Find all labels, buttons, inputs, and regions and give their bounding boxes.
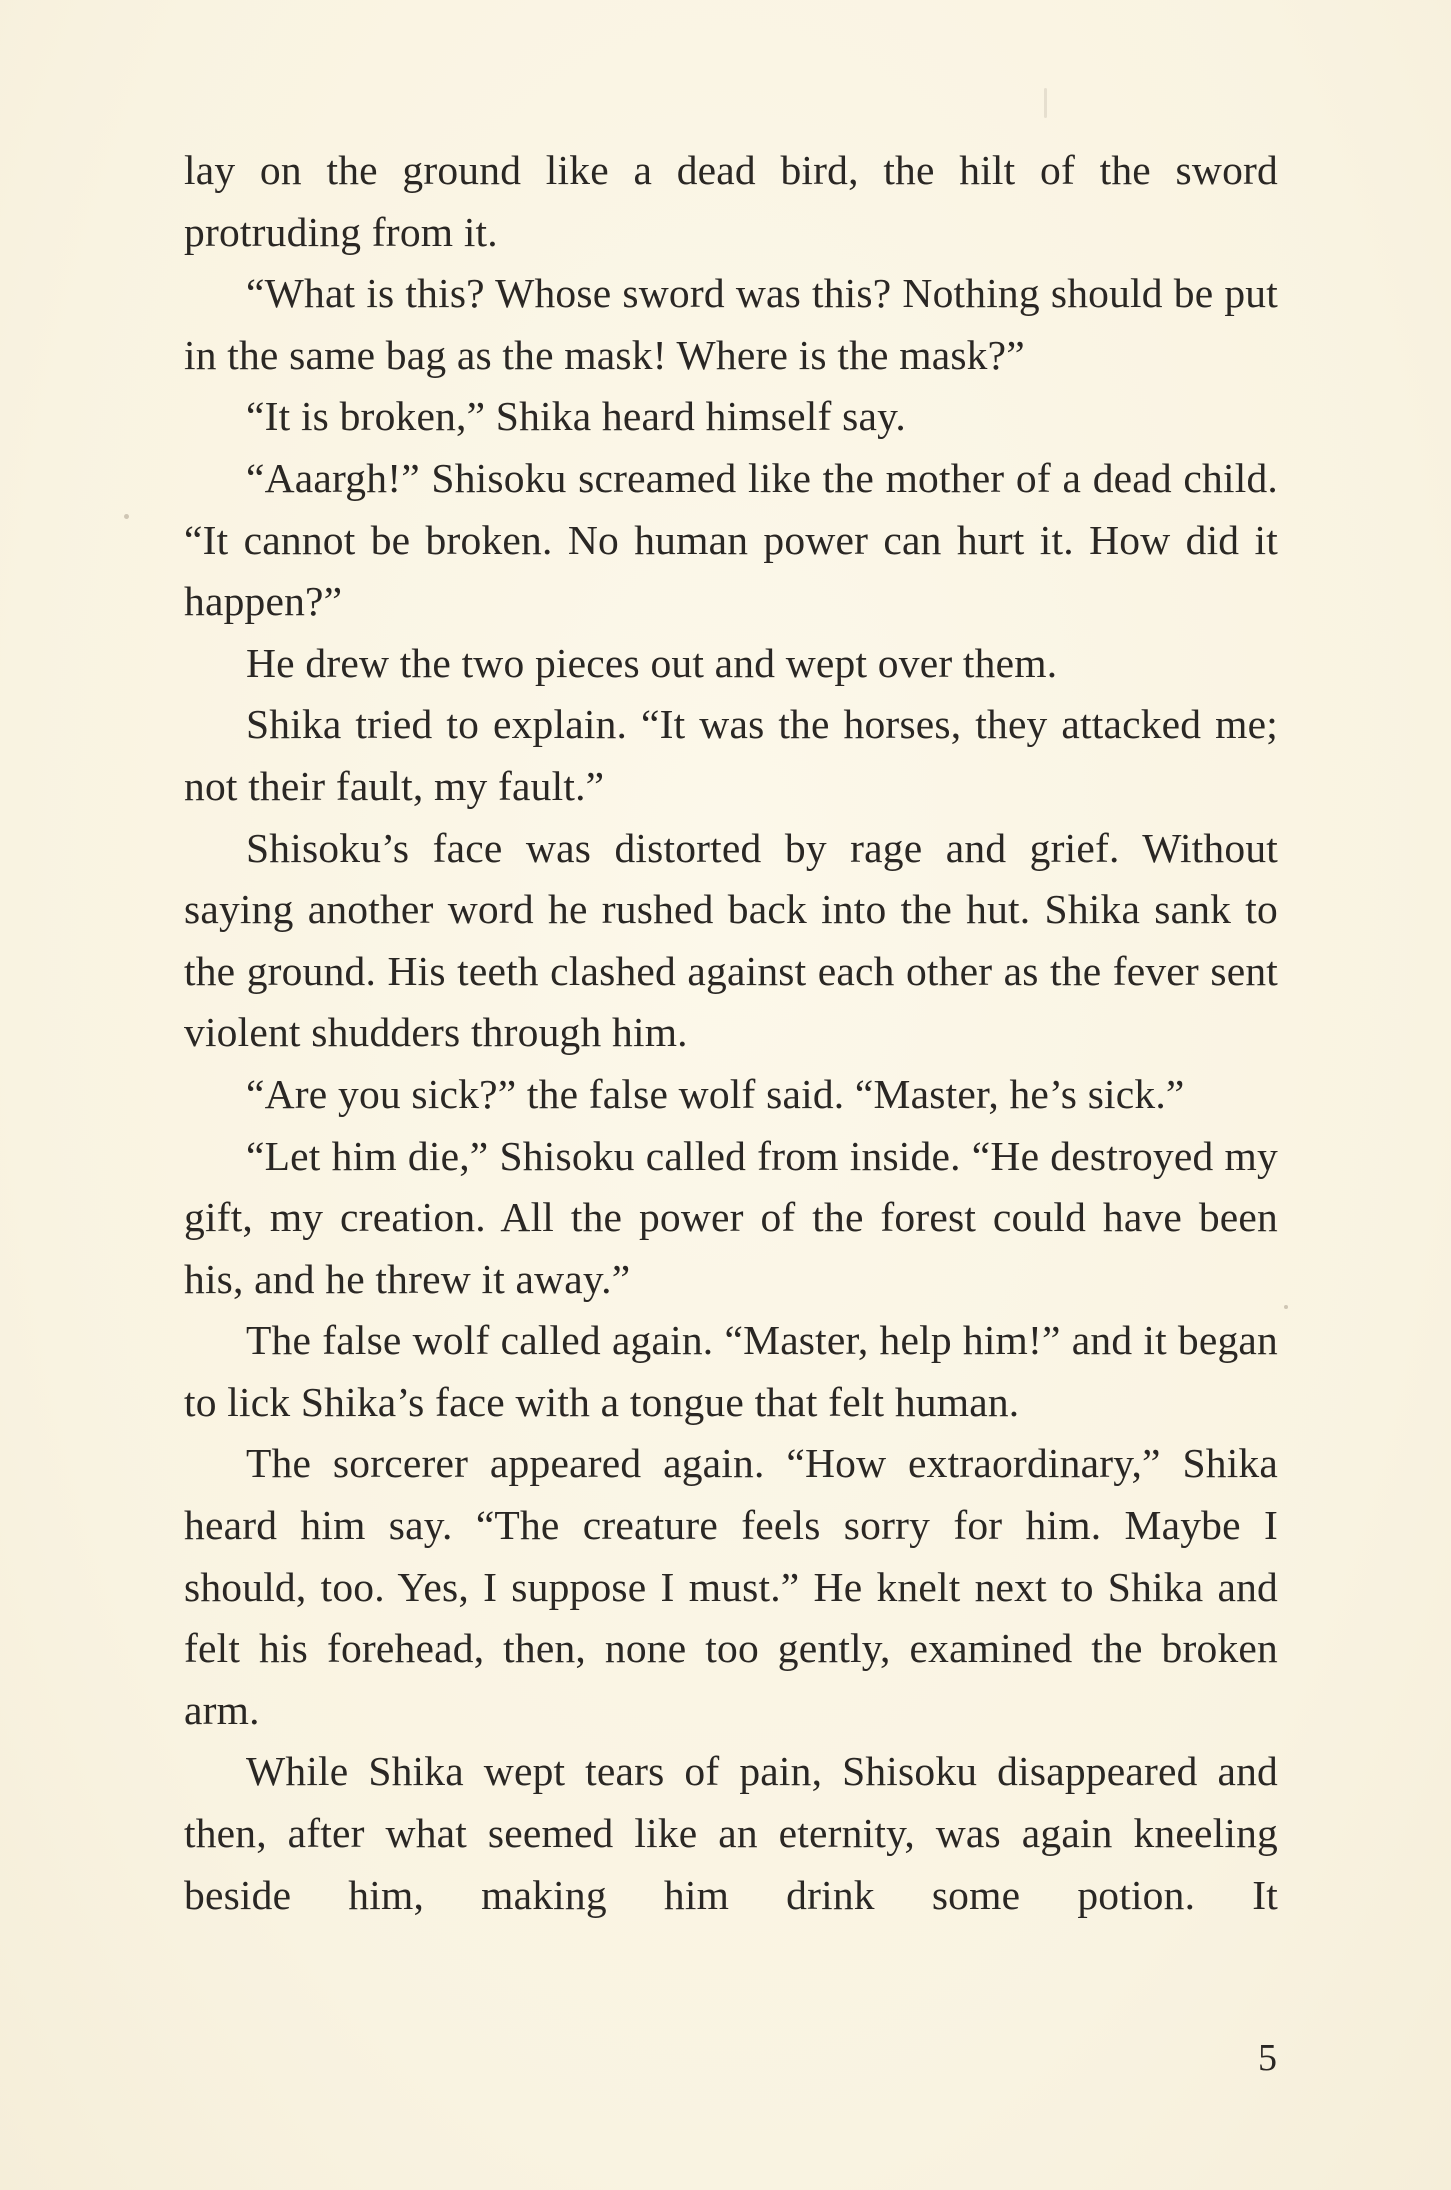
paragraph: “Let him die,” Shisoku called from inside. “He destroyed my gift, my creation. All the power of the forest could have been his, and he threw it away.”: [184, 1132, 1278, 1302]
paper-speck: [1284, 1305, 1288, 1309]
paragraph: While Shika wept tears of pain, Shisoku disappeared and then, after what seemed like an eternity, was again kneeling beside him, making him drink some potion. It: [184, 1748, 1278, 1918]
paragraph: The false wolf called again. “Master, help him!” and it began to lick Shika’s face with a tongue that felt human.: [184, 1317, 1278, 1425]
paragraph: The sorcerer appeared again. “How extraordinary,” Shika heard him say. “The creature feels sorry for him. Maybe I should, too. Yes, I suppose I must.” He knelt next to Shika and felt his forehead, then, none too gently, examined the broken arm.: [184, 1440, 1278, 1733]
paper-speck: [124, 514, 129, 519]
paragraph: lay on the ground like a dead bird, the hilt of the sword protruding from it.: [184, 147, 1278, 255]
paragraph: He drew the two pieces out and wept over them.: [246, 639, 1058, 686]
paragraph: Shisoku’s face was distorted by rage and grief. Without saying another word he rushed back into the hut. Shika sank to the ground. His teeth clashed against each other as the fever sent violent shudders through him.: [184, 824, 1278, 1056]
paragraph: Shika tried to explain. “It was the horses, they attacked me; not their fault, my fault.”: [184, 701, 1278, 809]
body-text: [184, 140, 1278, 1926]
paragraph: “What is this? Whose sword was this? Nothing should be put in the same bag as the mask! Where is the mask?”: [184, 270, 1278, 378]
paragraph: “It is broken,” Shika heard himself say.: [246, 393, 906, 440]
paragraph: “Are you sick?” the false wolf said. “Master, he’s sick.”: [246, 1070, 1185, 1117]
paragraph: “Aaargh!” Shisoku screamed like the mother of a dead child. “It cannot be broken. No human power can hurt it. How did it happen?”: [184, 454, 1278, 625]
page-number: 5: [1258, 2037, 1277, 2079]
paper-speck: [1044, 88, 1047, 118]
